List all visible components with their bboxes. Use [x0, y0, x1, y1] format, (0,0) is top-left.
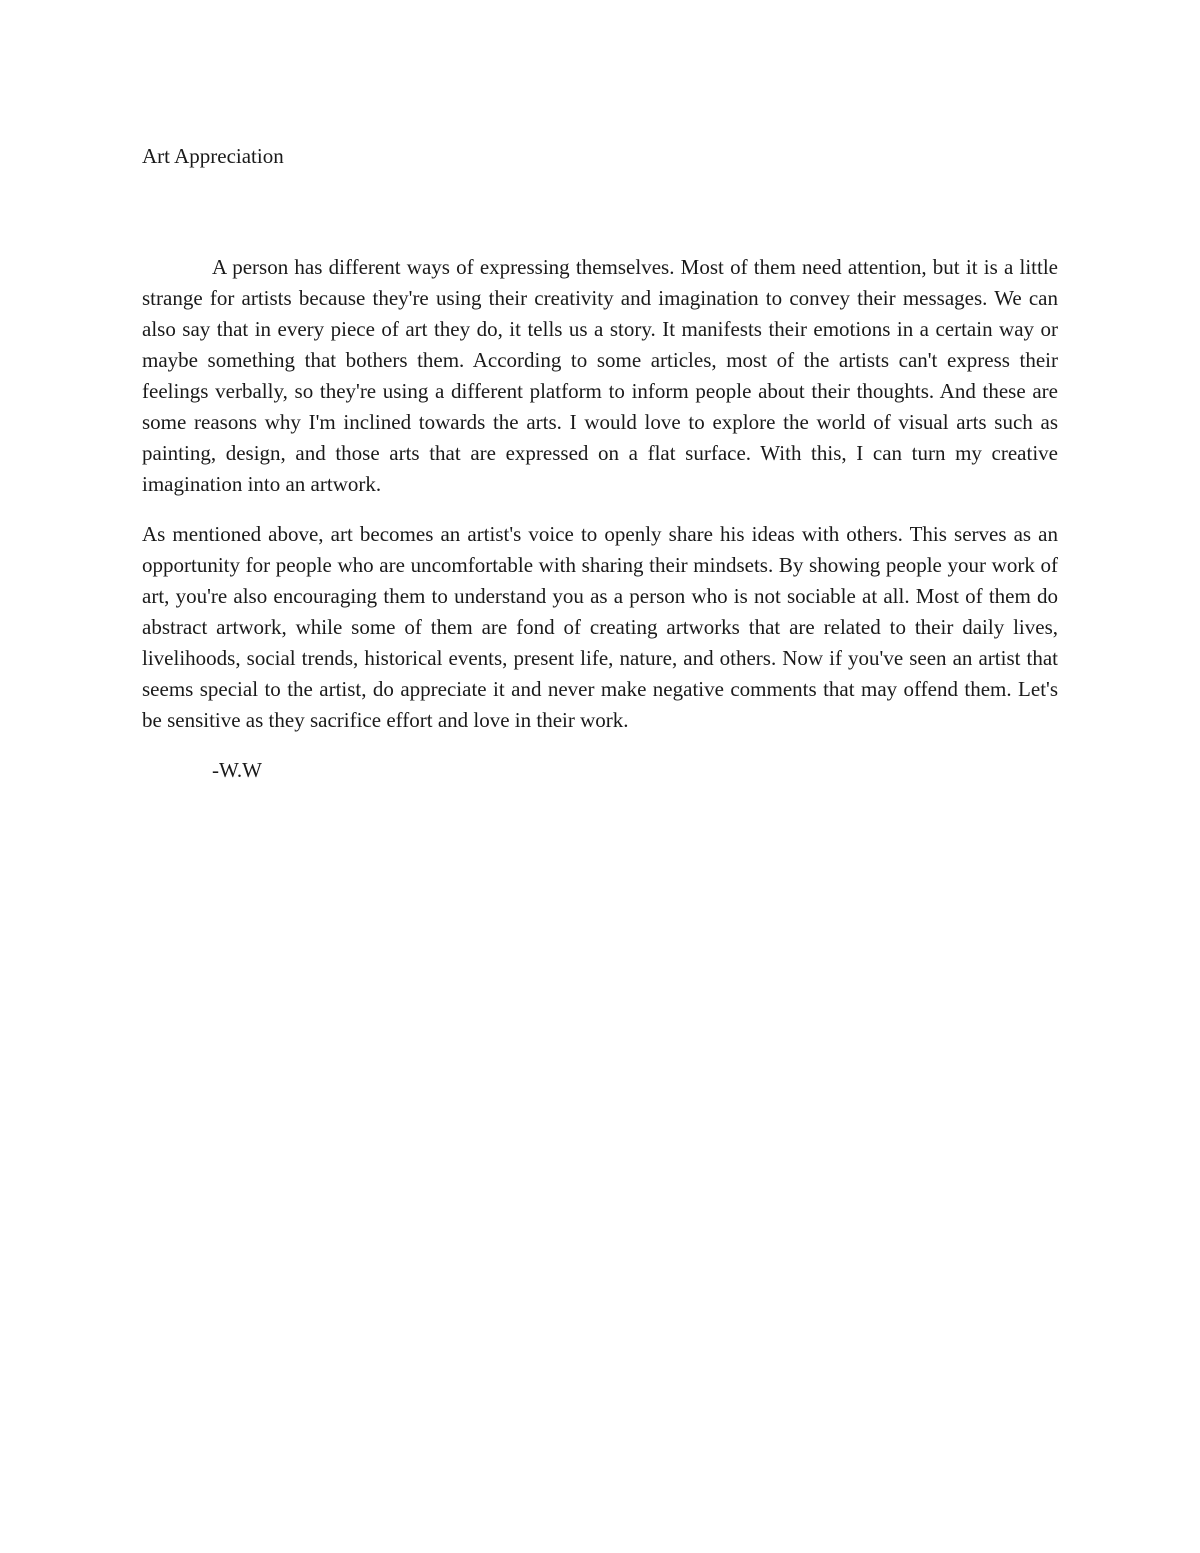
paragraph-1: A person has different ways of expressing themselves. Most of them need attention, but it is a little strange for artists because they're using their creativity and imagination to convey their messages. We can also say that in every piece of art they do, it tells us a story. It manifests their emotions in a certain way or maybe something that bothers them. According to some articles, most of the artists can't express their feelings verbally, so they're using a different platform to inform people about their thoughts. And these are some reasons why I'm inclined towards the arts. I would love to explore the world of visual arts such as painting, design, and those arts that are expressed on a flat surface. With this, I can turn my creative imagination into an artwork.	[142, 255, 1058, 496]
document-body	[142, 138, 1058, 786]
signature: -W.W	[212, 758, 262, 782]
paragraph-2: As mentioned above, art becomes an artist's voice to openly share his ideas with others. This serves as an opportunity for people who are uncomfortable with sharing their mindsets. By showing people your work of art, you're also encouraging them to understand you as a person who is not sociable at all. Most of them do abstract artwork, while some of them are fond of creating artworks that are related to their daily lives, livelihoods, social trends, historical events, present life, nature, and others. Now if you've seen an artist that seems special to the artist, do appreciate it and never make negative comments that may offend them. Let's be sensitive as they sacrifice effort and love in their work.	[142, 522, 1058, 732]
document-title: Art Appreciation	[142, 144, 284, 168]
